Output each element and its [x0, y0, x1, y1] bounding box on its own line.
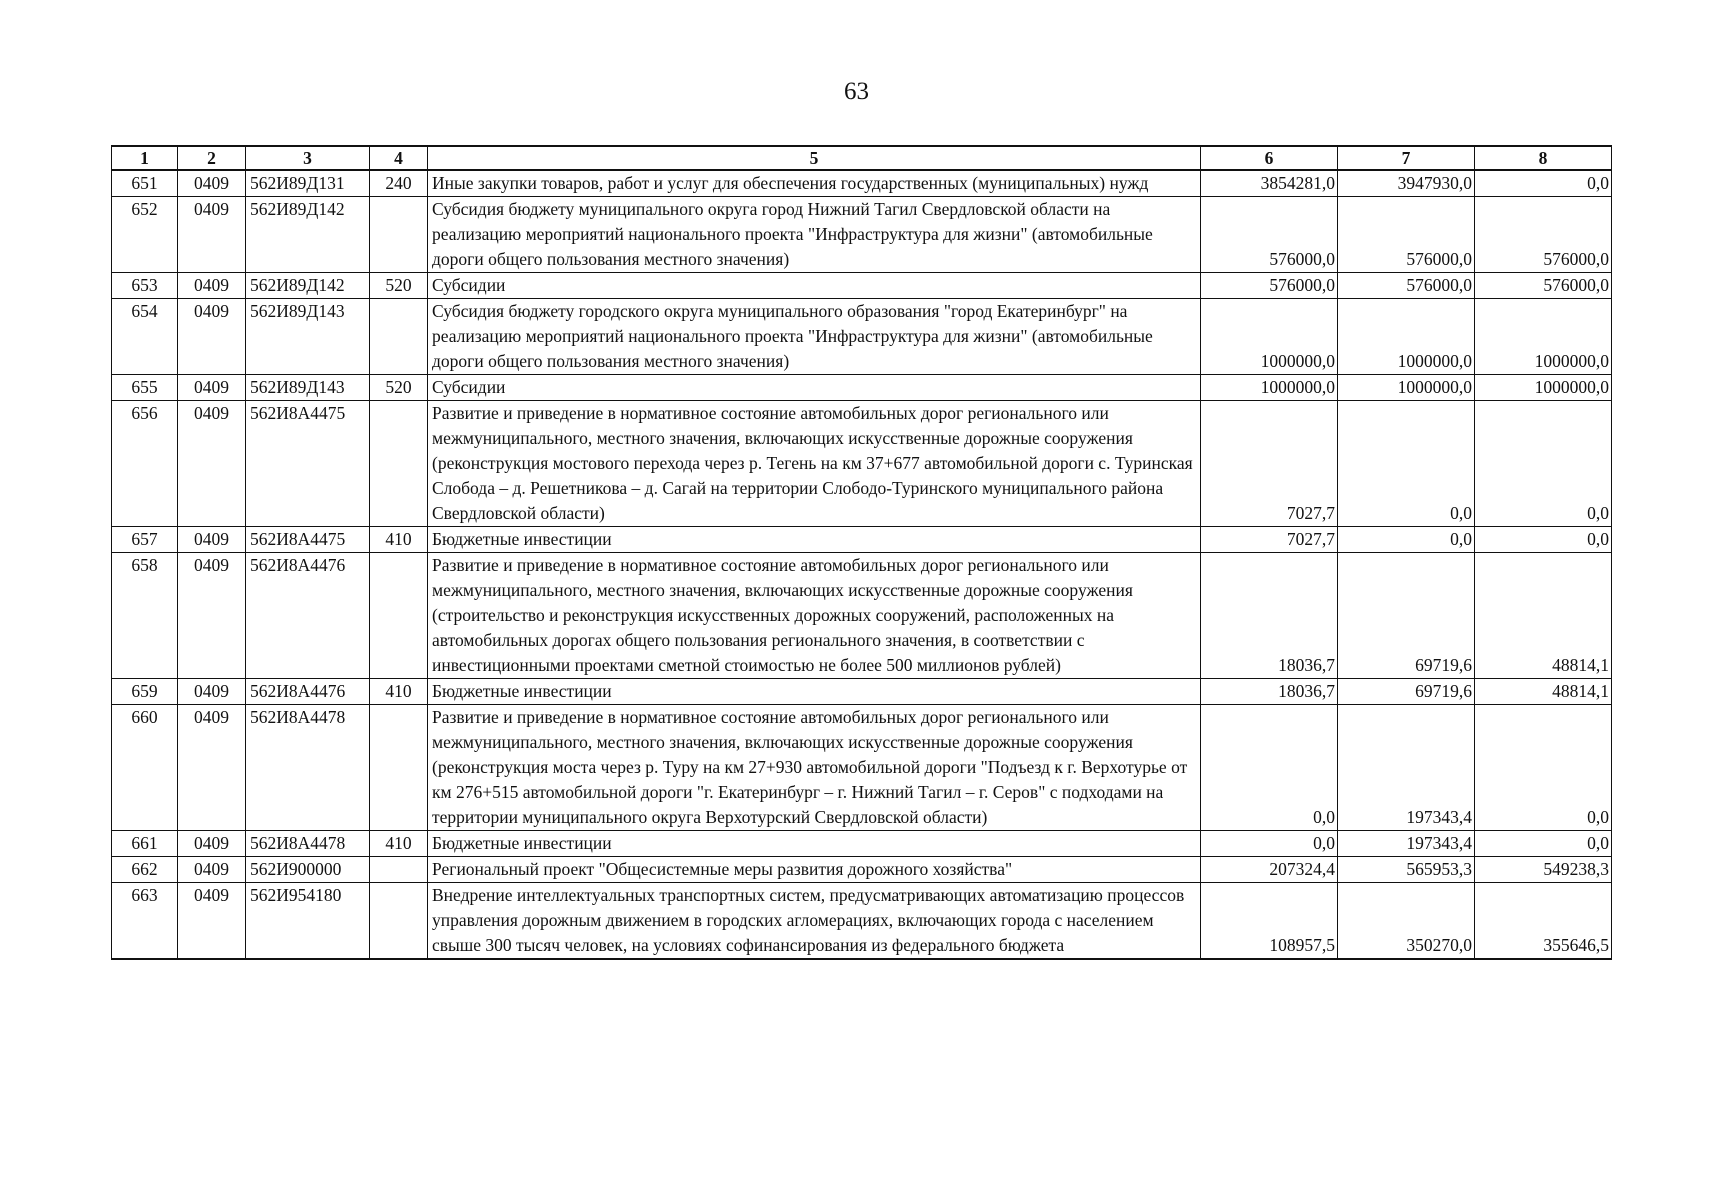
amount-col-8: 0,0 [1475, 831, 1612, 857]
target-article-code: 562И8А4478 [246, 831, 370, 857]
row-number: 659 [112, 679, 178, 705]
amount-col-8: 48814,1 [1475, 553, 1612, 679]
amount-col-6: 1000000,0 [1201, 299, 1338, 375]
item-name: Субсидия бюджету городского округа муниципального образования "город Екатеринбург" на реализацию мероприятий национального проекта "Инфраструктура для жизни" (автомобильные дороги общего пользования местного значения) [428, 299, 1201, 375]
row-number: 657 [112, 527, 178, 553]
amount-col-7: 1000000,0 [1338, 375, 1475, 401]
budget-table [111, 145, 1612, 960]
expense-type-code [370, 705, 428, 831]
expense-type-code: 410 [370, 527, 428, 553]
item-name: Субсидии [428, 273, 1201, 299]
header-row [112, 146, 1612, 170]
amount-col-6: 0,0 [1201, 705, 1338, 831]
amount-col-8: 355646,5 [1475, 883, 1612, 960]
amount-col-6: 207324,4 [1201, 857, 1338, 883]
section-code: 0409 [178, 679, 246, 705]
section-code: 0409 [178, 553, 246, 679]
item-name: Субсидии [428, 375, 1201, 401]
table-row [112, 527, 1612, 553]
section-code: 0409 [178, 883, 246, 960]
amount-col-6: 1000000,0 [1201, 375, 1338, 401]
table-body [112, 170, 1612, 959]
table-row [112, 679, 1612, 705]
section-code: 0409 [178, 375, 246, 401]
amount-col-7: 565953,3 [1338, 857, 1475, 883]
page-number: 63 [844, 78, 869, 105]
expense-type-code: 520 [370, 273, 428, 299]
table-row [112, 553, 1612, 679]
amount-col-7: 350270,0 [1338, 883, 1475, 960]
section-code: 0409 [178, 299, 246, 375]
target-article-code: 562И8А4475 [246, 527, 370, 553]
row-number: 652 [112, 197, 178, 273]
amount-col-6: 18036,7 [1201, 679, 1338, 705]
target-article-code: 562И900000 [246, 857, 370, 883]
section-code: 0409 [178, 401, 246, 527]
expense-type-code [370, 857, 428, 883]
target-article-code: 562И954180 [246, 883, 370, 960]
header-col-2: 2 [178, 146, 246, 170]
amount-col-8: 549238,3 [1475, 857, 1612, 883]
amount-col-7: 576000,0 [1338, 273, 1475, 299]
section-code: 0409 [178, 857, 246, 883]
amount-col-7: 197343,4 [1338, 705, 1475, 831]
header-col-1: 1 [112, 146, 178, 170]
expense-type-code [370, 883, 428, 960]
amount-col-8: 1000000,0 [1475, 299, 1612, 375]
header-col-5: 5 [428, 146, 1201, 170]
target-article-code: 562И89Д143 [246, 375, 370, 401]
amount-col-8: 48814,1 [1475, 679, 1612, 705]
row-number: 663 [112, 883, 178, 960]
row-number: 653 [112, 273, 178, 299]
amount-col-7: 0,0 [1338, 401, 1475, 527]
amount-col-8: 0,0 [1475, 705, 1612, 831]
row-number: 662 [112, 857, 178, 883]
amount-col-6: 7027,7 [1201, 527, 1338, 553]
amount-col-7: 197343,4 [1338, 831, 1475, 857]
row-number: 654 [112, 299, 178, 375]
table-row [112, 883, 1612, 960]
row-number: 655 [112, 375, 178, 401]
table-row [112, 831, 1612, 857]
section-code: 0409 [178, 273, 246, 299]
amount-col-8: 576000,0 [1475, 273, 1612, 299]
section-code: 0409 [178, 170, 246, 197]
amount-col-6: 3854281,0 [1201, 170, 1338, 197]
item-name: Бюджетные инвестиции [428, 831, 1201, 857]
amount-col-8: 0,0 [1475, 170, 1612, 197]
amount-col-8: 1000000,0 [1475, 375, 1612, 401]
amount-col-7: 69719,6 [1338, 679, 1475, 705]
table-row [112, 401, 1612, 527]
amount-col-7: 1000000,0 [1338, 299, 1475, 375]
target-article-code: 562И89Д142 [246, 273, 370, 299]
item-name: Развитие и приведение в нормативное состояние автомобильных дорог регионального или межмуниципального, местного значения, включающих искусственные дорожные сооружения (реконструкция моста через р. Туру на км 27+930 автомобильной дороги "Подъезд к г. Верхотурье от км 276+515 автомобильной дороги "г. Екатеринбург – г. Нижний Тагил – г. Серов" с подходами на территории муниципального округа Верхотурский Свердловской области) [428, 705, 1201, 831]
table-row [112, 273, 1612, 299]
expense-type-code [370, 299, 428, 375]
amount-col-7: 0,0 [1338, 527, 1475, 553]
row-number: 651 [112, 170, 178, 197]
target-article-code: 562И89Д142 [246, 197, 370, 273]
expense-type-code [370, 401, 428, 527]
amount-col-6: 108957,5 [1201, 883, 1338, 960]
table-row [112, 170, 1612, 197]
amount-col-6: 7027,7 [1201, 401, 1338, 527]
row-number: 656 [112, 401, 178, 527]
item-name: Иные закупки товаров, работ и услуг для обеспечения государственных (муниципальных) нужд [428, 170, 1201, 197]
item-name: Региональный проект "Общесистемные меры развития дорожного хозяйства" [428, 857, 1201, 883]
table-row [112, 857, 1612, 883]
item-name: Развитие и приведение в нормативное состояние автомобильных дорог регионального или межмуниципального, местного значения, включающих искусственные дорожные сооружения (реконструкция мостового перехода через р. Тегень на км 37+677 автомобильной дороги с. Туринская Слобода – д. Решетникова – д. Сагай на территории Слободо-Туринского муниципального района Свердловской области) [428, 401, 1201, 527]
header-col-4: 4 [370, 146, 428, 170]
header-col-6: 6 [1201, 146, 1338, 170]
amount-col-6: 0,0 [1201, 831, 1338, 857]
target-article-code: 562И8А4476 [246, 679, 370, 705]
amount-col-6: 576000,0 [1201, 273, 1338, 299]
header-col-3: 3 [246, 146, 370, 170]
header-col-8: 8 [1475, 146, 1612, 170]
table-row [112, 705, 1612, 831]
amount-col-8: 0,0 [1475, 527, 1612, 553]
section-code: 0409 [178, 197, 246, 273]
amount-col-6: 18036,7 [1201, 553, 1338, 679]
header-col-7: 7 [1338, 146, 1475, 170]
target-article-code: 562И8А4476 [246, 553, 370, 679]
section-code: 0409 [178, 705, 246, 831]
amount-col-8: 576000,0 [1475, 197, 1612, 273]
item-name: Бюджетные инвестиции [428, 679, 1201, 705]
table-header [112, 146, 1612, 170]
item-name: Развитие и приведение в нормативное состояние автомобильных дорог регионального или межмуниципального, местного значения, включающих искусственные дорожные сооружения (строительство и реконструкция искусственных дорожных сооружений, расположенных на автомобильных дорогах общего пользования регионального значения, в соответствии с инвестиционными проектами сметной стоимостью не более 500 миллионов рублей) [428, 553, 1201, 679]
amount-col-7: 69719,6 [1338, 553, 1475, 679]
expense-type-code: 520 [370, 375, 428, 401]
amount-col-6: 576000,0 [1201, 197, 1338, 273]
expense-type-code: 410 [370, 831, 428, 857]
expense-type-code [370, 197, 428, 273]
table-row [112, 375, 1612, 401]
section-code: 0409 [178, 831, 246, 857]
row-number: 658 [112, 553, 178, 679]
row-number: 660 [112, 705, 178, 831]
section-code: 0409 [178, 527, 246, 553]
item-name: Внедрение интеллектуальных транспортных систем, предусматривающих автоматизацию процессов управления дорожным движением в городских агломерациях, включающих города с населением свыше 300 тысяч человек, на условиях софинансирования из федерального бюджета [428, 883, 1201, 960]
amount-col-8: 0,0 [1475, 401, 1612, 527]
row-number: 661 [112, 831, 178, 857]
target-article-code: 562И8А4478 [246, 705, 370, 831]
item-name: Субсидия бюджету муниципального округа город Нижний Тагил Свердловской области на реализацию мероприятий национального проекта "Инфраструктура для жизни" (автомобильные дороги общего пользования местного значения) [428, 197, 1201, 273]
amount-col-7: 3947930,0 [1338, 170, 1475, 197]
amount-col-7: 576000,0 [1338, 197, 1475, 273]
target-article-code: 562И89Д131 [246, 170, 370, 197]
target-article-code: 562И89Д143 [246, 299, 370, 375]
table-row [112, 299, 1612, 375]
expense-type-code: 240 [370, 170, 428, 197]
expense-type-code: 410 [370, 679, 428, 705]
table-row [112, 197, 1612, 273]
target-article-code: 562И8А4475 [246, 401, 370, 527]
item-name: Бюджетные инвестиции [428, 527, 1201, 553]
expense-type-code [370, 553, 428, 679]
